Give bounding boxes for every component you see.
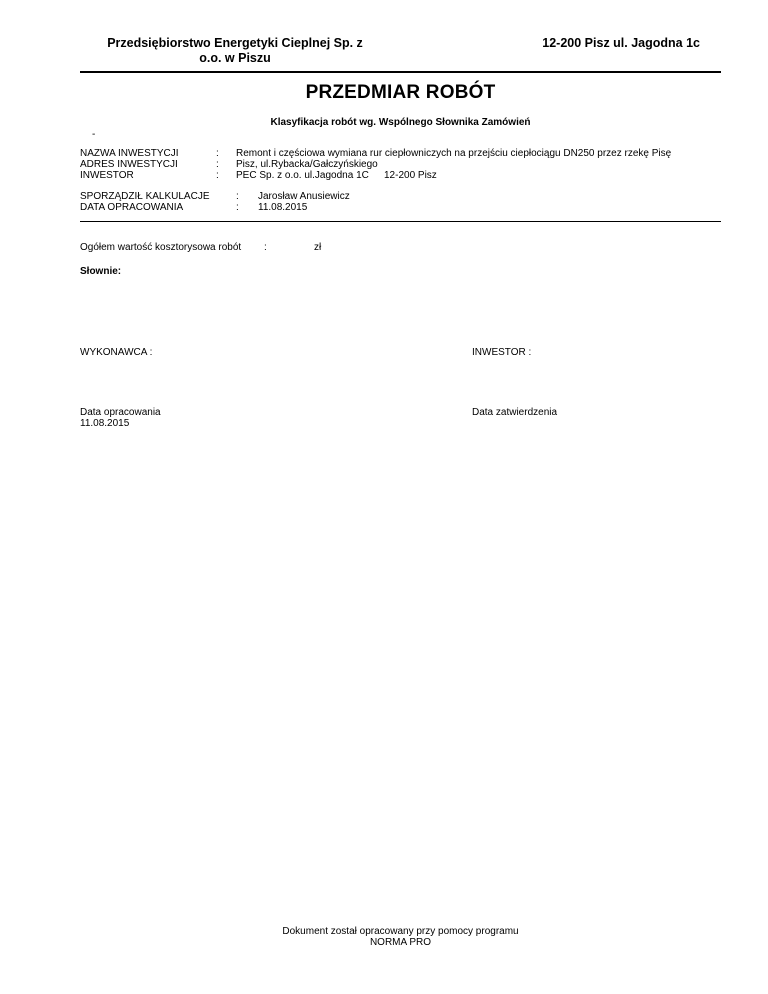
company-address: 12-200 Pisz ul. Jagodna 1c bbox=[542, 36, 700, 50]
total-value-label: Ogółem wartość kosztorysowa robót bbox=[80, 242, 242, 253]
investor-sep: : bbox=[216, 170, 219, 181]
total-value-sep: : bbox=[264, 242, 267, 253]
investment-address-label: ADRES INWESTYCJI bbox=[80, 159, 178, 170]
preparation-date-label: Data opracowania bbox=[80, 407, 161, 418]
investor-label: INWESTOR bbox=[80, 170, 134, 181]
prep-date-value: 11.08.2015 bbox=[258, 202, 308, 213]
approval-date-label: Data zatwierdzenia bbox=[472, 407, 558, 418]
prepared-by-value: Jarosław Anusiewicz bbox=[258, 191, 350, 202]
prepared-by-label: SPORZĄDZIŁ KALKULACJE bbox=[80, 191, 210, 202]
investment-name-label: NAZWA INWESTYCJI bbox=[80, 148, 179, 159]
prepared-by-sep: : bbox=[236, 191, 239, 202]
contractor-label: WYKONAWCA : bbox=[80, 347, 153, 358]
prep-date-label: DATA OPRACOWANIA bbox=[80, 202, 184, 213]
company-name bbox=[80, 36, 390, 66]
investor-value: PEC Sp. z o.o. ul.Jagodna 1C bbox=[236, 170, 369, 181]
investor-signature-label: INWESTOR : bbox=[472, 347, 532, 358]
investment-name-sep: : bbox=[216, 148, 219, 159]
prep-date-sep: : bbox=[236, 202, 239, 213]
footer-line1: Dokument został opracowany przy pomocy programu bbox=[282, 926, 519, 937]
document-title: PRZEDMIAR ROBÓT bbox=[305, 82, 496, 103]
company-name-line1: Przedsiębiorstwo Energetyki Cieplnej Sp. z bbox=[107, 36, 363, 50]
investor-city: 12-200 Pisz bbox=[384, 170, 437, 181]
investment-address-sep: : bbox=[216, 159, 219, 170]
investment-address-value: Pisz, ul.Rybacka/Gałczyńskiego bbox=[236, 159, 378, 170]
footer-note bbox=[80, 926, 721, 948]
classification-subtitle: Klasyfikacja robót wg. Wspólnego Słownika Zamówień bbox=[270, 117, 531, 128]
classification-value: - bbox=[92, 129, 96, 140]
words-label: Słownie: bbox=[80, 266, 122, 277]
total-currency: zł bbox=[314, 242, 322, 253]
section-divider bbox=[80, 221, 721, 222]
company-name-line2: o.o. w Piszu bbox=[199, 51, 271, 65]
preparation-date-value: 11.08.2015 bbox=[80, 418, 130, 429]
investment-name-value: Remont i częściowa wymiana rur ciepłowniczych na przejściu ciepłociągu DN250 przez rzekę Pisę bbox=[236, 148, 672, 159]
footer-line2: NORMA PRO bbox=[369, 937, 432, 948]
header-divider bbox=[80, 71, 721, 73]
